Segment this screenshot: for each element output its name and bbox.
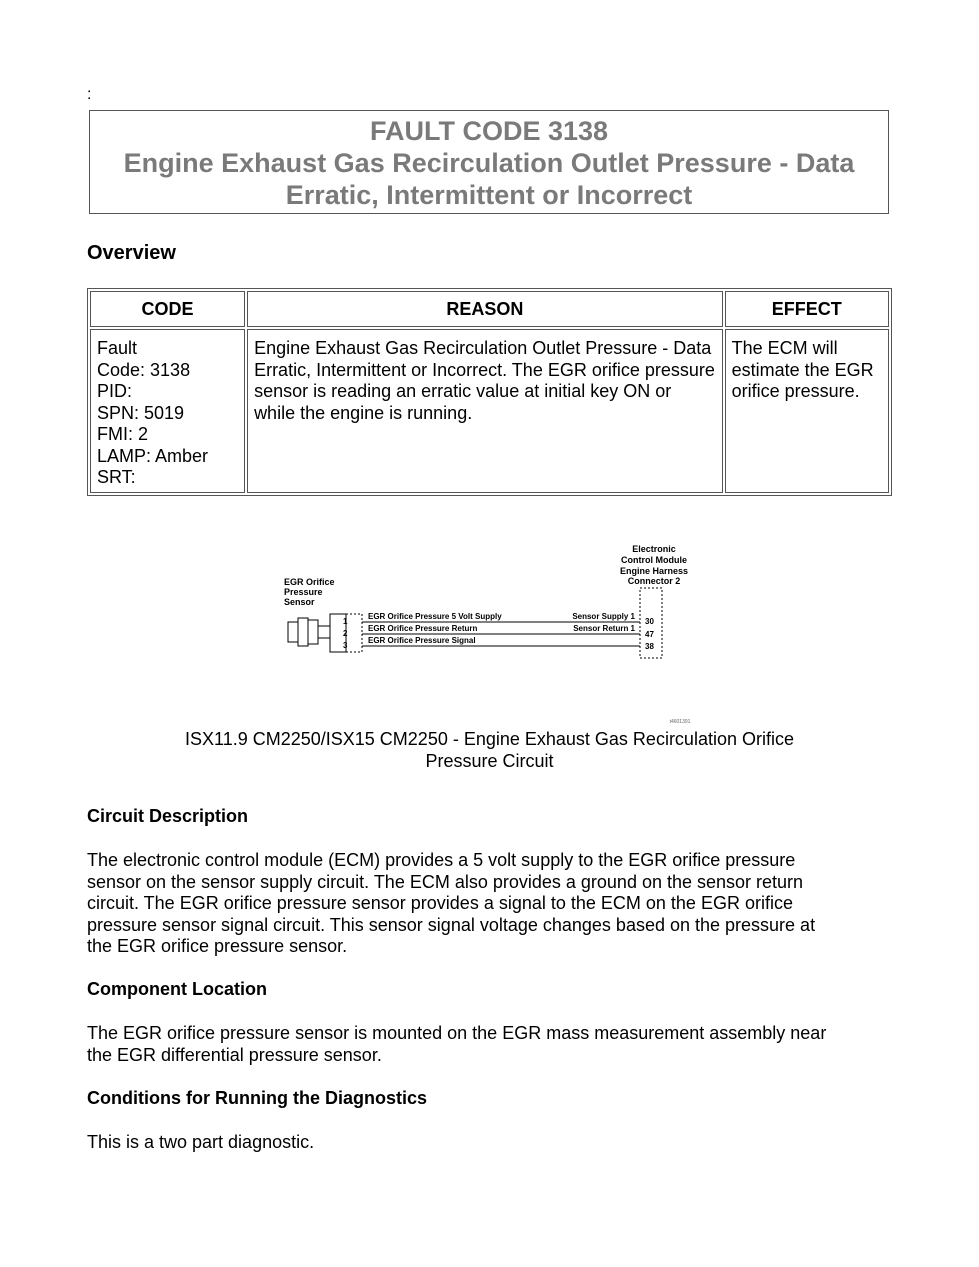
ecm-pin: 38	[645, 642, 654, 651]
wire-label: EGR Orifice Pressure Signal	[368, 636, 476, 645]
ecm-label-3: Engine Harness	[619, 566, 689, 576]
sensor-pin: 1	[343, 617, 348, 626]
ecm-label-2: Control Module	[621, 555, 687, 565]
code-line: PID:	[97, 381, 133, 401]
sensor-pin: 2	[343, 629, 348, 638]
header-code: CODE	[90, 291, 245, 327]
text-line: The EGR orifice pressure sensor is mounted on the EGR mass measurement assembly near	[87, 1023, 827, 1043]
code-line: SPN: 5019	[97, 402, 185, 423]
circuit-diagram	[280, 540, 700, 725]
caption-line2: Pressure Circuit	[425, 750, 554, 771]
effect-cell: The ECM will estimate the EGR orifice pressure.	[725, 329, 889, 493]
ecm-label-1: Electronic	[632, 544, 676, 554]
sensor-label-3: Sensor	[284, 597, 315, 607]
text-line: sensor on the sensor supply circuit. The ECM also provides a ground on the sensor return	[87, 871, 804, 892]
diagram-caption	[87, 729, 892, 772]
component-location-text	[87, 1023, 892, 1066]
sensor-label-1: EGR Orifice	[284, 577, 335, 587]
ecm-pin: 30	[645, 617, 654, 626]
sensor-icon	[288, 614, 362, 652]
text-line: The electronic control module (ECM) provides a 5 volt supply to the EGR orifice pressure	[87, 850, 796, 870]
prefix-mark: :	[87, 86, 92, 103]
reason-cell: Engine Exhaust Gas Recirculation Outlet Pressure - Data Erratic, Intermittent or Incorrect. The EGR orifice pressure sensor is reading an erratic value at initial key ON or while the engine is running.	[247, 329, 723, 493]
text-line: the EGR differential pressure sensor.	[87, 1044, 382, 1065]
fault-title: FAULT CODE 3138	[369, 116, 609, 146]
fault-title-box	[89, 110, 889, 214]
overview-heading: Overview	[87, 242, 176, 264]
ecm-pin: 47	[645, 630, 654, 639]
table-row	[90, 329, 889, 493]
text-line: circuit. The EGR orifice pressure sensor provides a signal to the ECM on the EGR orifice	[87, 893, 793, 913]
code-cell	[90, 329, 245, 493]
fault-code-table	[87, 288, 892, 496]
code-line: Code: 3138	[97, 359, 191, 380]
header-reason: REASON	[247, 291, 723, 327]
circuit-description-text	[87, 850, 892, 958]
caption-line1: ISX11.9 CM2250/ISX15 CM2250 - Engine Exhaust Gas Recirculation Orifice	[185, 729, 794, 749]
wire-label: EGR Orifice Pressure 5 Volt Supply	[368, 612, 502, 621]
circuit-description-heading: Circuit Description	[87, 806, 249, 826]
code-line: FMI: 2	[97, 424, 149, 444]
header-effect: EFFECT	[725, 291, 889, 327]
code-line: Fault	[97, 338, 138, 358]
text-line: the EGR orifice pressure sensor.	[87, 936, 348, 956]
conditions-text	[87, 1132, 892, 1154]
wire-label: EGR Orifice Pressure Return	[368, 624, 478, 633]
ecm-wire-label: Sensor Supply 1	[572, 612, 635, 621]
text-line: This is a two part diagnostic.	[87, 1132, 315, 1152]
diagram-ref: t4601391	[669, 719, 691, 725]
code-line: SRT:	[97, 467, 136, 487]
text-line: pressure sensor signal circuit. This sensor signal voltage changes based on the pressure at	[87, 914, 816, 935]
sensor-pin: 3	[343, 641, 348, 650]
conditions-heading: Conditions for Running the Diagnostics	[87, 1088, 427, 1108]
code-line: LAMP: Amber	[97, 445, 209, 466]
sensor-label-2: Pressure	[284, 587, 323, 597]
ecm-wire-label: Sensor Return 1	[573, 624, 635, 633]
fault-subtitle-line1: Engine Exhaust Gas Recirculation Outlet Pressure - Data	[123, 148, 855, 178]
table-header-row	[90, 291, 889, 327]
fault-subtitle-line2: Erratic, Intermittent or Incorrect	[285, 180, 693, 210]
ecm-label-4: Connector 2	[627, 576, 681, 586]
component-location-heading: Component Location	[87, 979, 267, 999]
